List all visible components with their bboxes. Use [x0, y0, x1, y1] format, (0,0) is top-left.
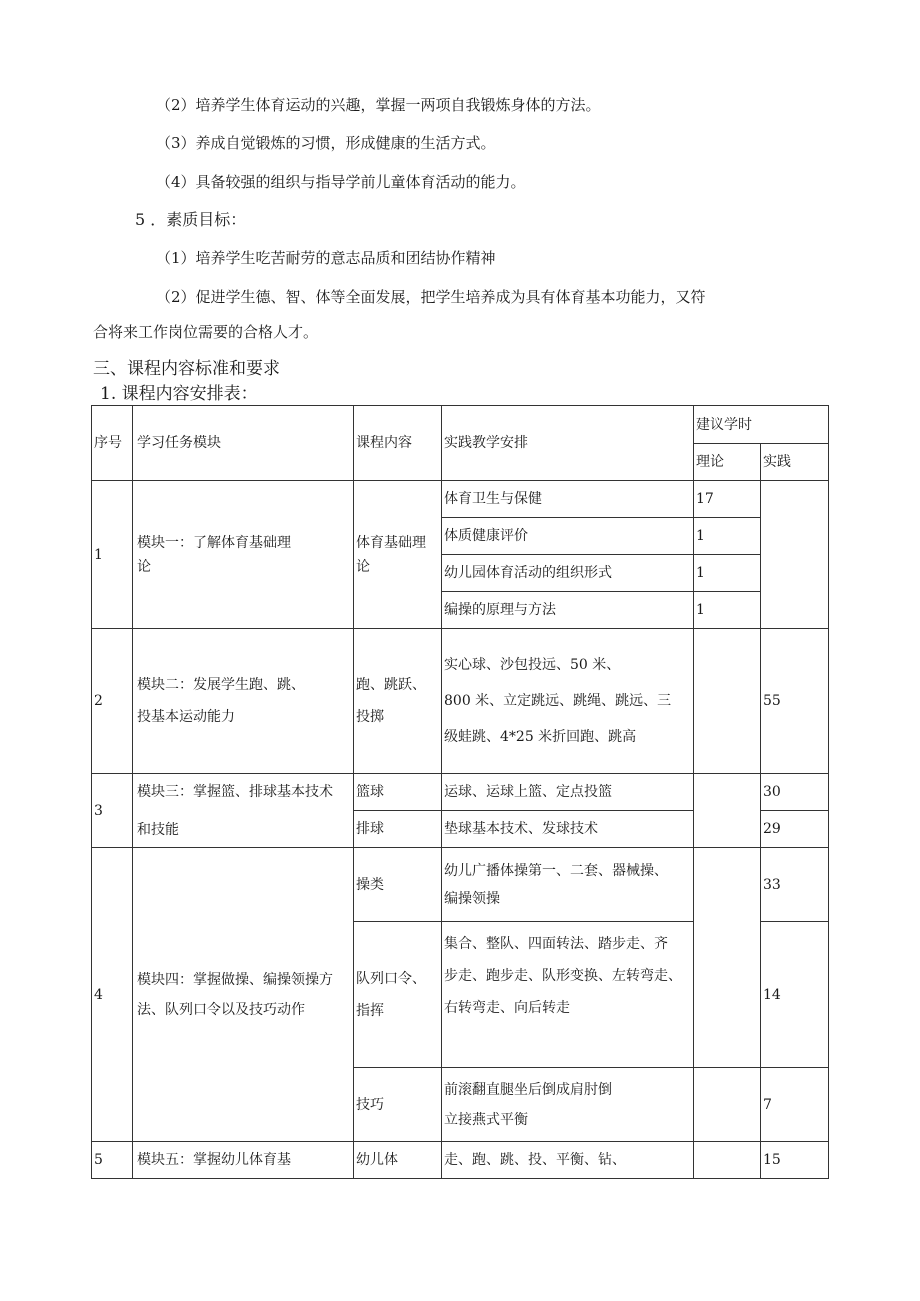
row5-no: 5 [92, 1142, 133, 1179]
row2-module-line1: 模块二：发展学生跑、跳、 [137, 677, 305, 693]
row4-no: 4 [92, 848, 133, 1142]
row4-practice-b-line3: 右转弯走、向后转走 [444, 1000, 570, 1016]
row2-module-line2: 投基本运动能力 [137, 709, 235, 725]
row2-practical: 55 [761, 629, 829, 774]
row1-practice-3: 幼儿园体育活动的组织形式 [442, 555, 694, 592]
row4-theory [694, 848, 761, 1068]
row1-theory-4: 1 [694, 592, 761, 629]
row2-content-line1: 跑、跳跃、 [356, 677, 426, 693]
row1-content-line1: 体育基础理 [356, 534, 426, 551]
row1-practice-1: 体育卫生与保健 [442, 481, 694, 518]
row1-no: 1 [92, 481, 133, 629]
row4-content-a: 操类 [354, 848, 442, 922]
quality-goal-heading: 5 ．素质目标： [135, 210, 247, 229]
row5-theory [694, 1142, 761, 1179]
row3-content-2: 排球 [354, 811, 442, 848]
paragraph-6: （2）促进学生德、智、体等全面发展，把学生培养成为具有体育基本功能力，又符 [156, 288, 706, 306]
course-content-table [91, 405, 829, 1179]
header-practice: 实践教学安排 [442, 406, 694, 481]
row4-practice-c [442, 1068, 694, 1142]
paragraph-1: （2）培养学生体育运动的兴趣，掌握一两项自我锻炼身体的方法。 [156, 96, 601, 114]
row3-no: 3 [92, 774, 133, 848]
row1-module [133, 481, 354, 629]
paragraph-2: （3）养成自觉锻炼的习惯，形成健康的生活方式。 [156, 134, 496, 152]
section-heading: 三、课程内容标准和要求 [93, 359, 280, 379]
row4-module-line2: 法、队列口令以及技巧动作 [137, 1001, 305, 1018]
row4-practical-c: 7 [761, 1068, 829, 1142]
row1-module-line2: 论 [137, 558, 151, 575]
row1-content [354, 481, 442, 629]
row1-content-line2: 论 [356, 558, 370, 575]
paragraph-7: 合将来工作岗位需要的合格人才。 [93, 323, 319, 341]
row5-practice: 走、跑、跳、投、平衡、钻、 [442, 1142, 694, 1179]
row3-practical-2: 29 [761, 811, 829, 848]
row4-practical-a: 33 [761, 848, 829, 922]
row4-content-c: 技巧 [354, 1068, 442, 1142]
row4-theory-c [694, 1068, 761, 1142]
row3-content-1: 篮球 [354, 774, 442, 811]
row5-practical: 15 [761, 1142, 829, 1179]
row3-practical-1: 30 [761, 774, 829, 811]
header-no: 序号 [92, 406, 133, 481]
row2-practice-line1: 实心球、沙包投远、50 米、 [444, 657, 621, 673]
row2-content [354, 629, 442, 774]
row2-no: 2 [92, 629, 133, 774]
row3-practice-1: 运球、运球上篮、定点投篮 [442, 774, 694, 811]
header-theory: 理论 [694, 444, 761, 481]
row1-practice-2: 体质健康评价 [442, 518, 694, 555]
row1-practice-4: 编操的原理与方法 [442, 592, 694, 629]
row4-practice-b-line1: 集合、整队、四面转法、踏步走、齐 [444, 936, 668, 952]
row1-theory-3: 1 [694, 555, 761, 592]
paragraph-3: （4）具备较强的组织与指导学前儿童体育活动的能力。 [156, 173, 526, 191]
row4-practical-b: 14 [761, 922, 829, 1068]
row5-module: 模块五：掌握幼儿体育基 [133, 1142, 354, 1179]
row2-practice-line2: 800 米、立定跳远、跳绳、跳远、三 [444, 693, 672, 709]
row4-content-b [354, 922, 442, 1068]
header-practical: 实践 [761, 444, 829, 481]
row1-module-line1: 模块一：了解体育基础理 [137, 534, 291, 551]
row2-theory [694, 629, 761, 774]
row2-module [133, 629, 354, 774]
paragraph-5: （1）培养学生吃苦耐劳的意志品质和团结协作精神 [156, 249, 496, 267]
header-hours: 建议学时 [694, 406, 829, 444]
header-content: 课程内容 [354, 406, 442, 481]
row1-theory-2: 1 [694, 518, 761, 555]
row4-module [133, 848, 354, 1142]
row4-practice-a-line2: 编操领操 [444, 890, 500, 907]
row4-practice-b [442, 922, 694, 1068]
row2-content-line2: 投掷 [356, 709, 384, 725]
row2-practice [442, 629, 694, 774]
row1-practical [761, 481, 829, 629]
row4-practice-b-line2: 步走、跑步走、队形变换、左转弯走、 [444, 968, 682, 984]
row3-module-line1: 模块三：掌握篮、排球基本技术 [137, 783, 333, 800]
row4-practice-a [442, 848, 694, 922]
row3-practice-2: 垫球基本技术、发球技术 [442, 811, 694, 848]
row3-theory [694, 774, 761, 848]
row4-practice-c-line2: 立接燕式平衡 [444, 1111, 528, 1128]
row4-content-b-line1: 队列口令、 [356, 970, 426, 987]
row4-practice-c-line1: 前滚翻直腿坐后倒成肩肘倒 [444, 1081, 612, 1098]
row4-content-b-line2: 指挥 [356, 1002, 384, 1019]
table-title: 1. 课程内容安排表： [100, 384, 258, 404]
row1-theory-1: 17 [694, 481, 761, 518]
row4-practice-a-line1: 幼儿广播体操第一、二套、器械操、 [444, 862, 668, 879]
row2-practice-line3: 级蛙跳、4*25 米折回跑、跳高 [444, 729, 637, 745]
row4-module-line1: 模块四：掌握做操、编操领操方 [137, 971, 333, 988]
row3-module [133, 774, 354, 848]
row5-content: 幼儿体 [354, 1142, 442, 1179]
row3-module-line2: 和技能 [137, 821, 179, 838]
header-module: 学习任务模块 [133, 406, 354, 481]
